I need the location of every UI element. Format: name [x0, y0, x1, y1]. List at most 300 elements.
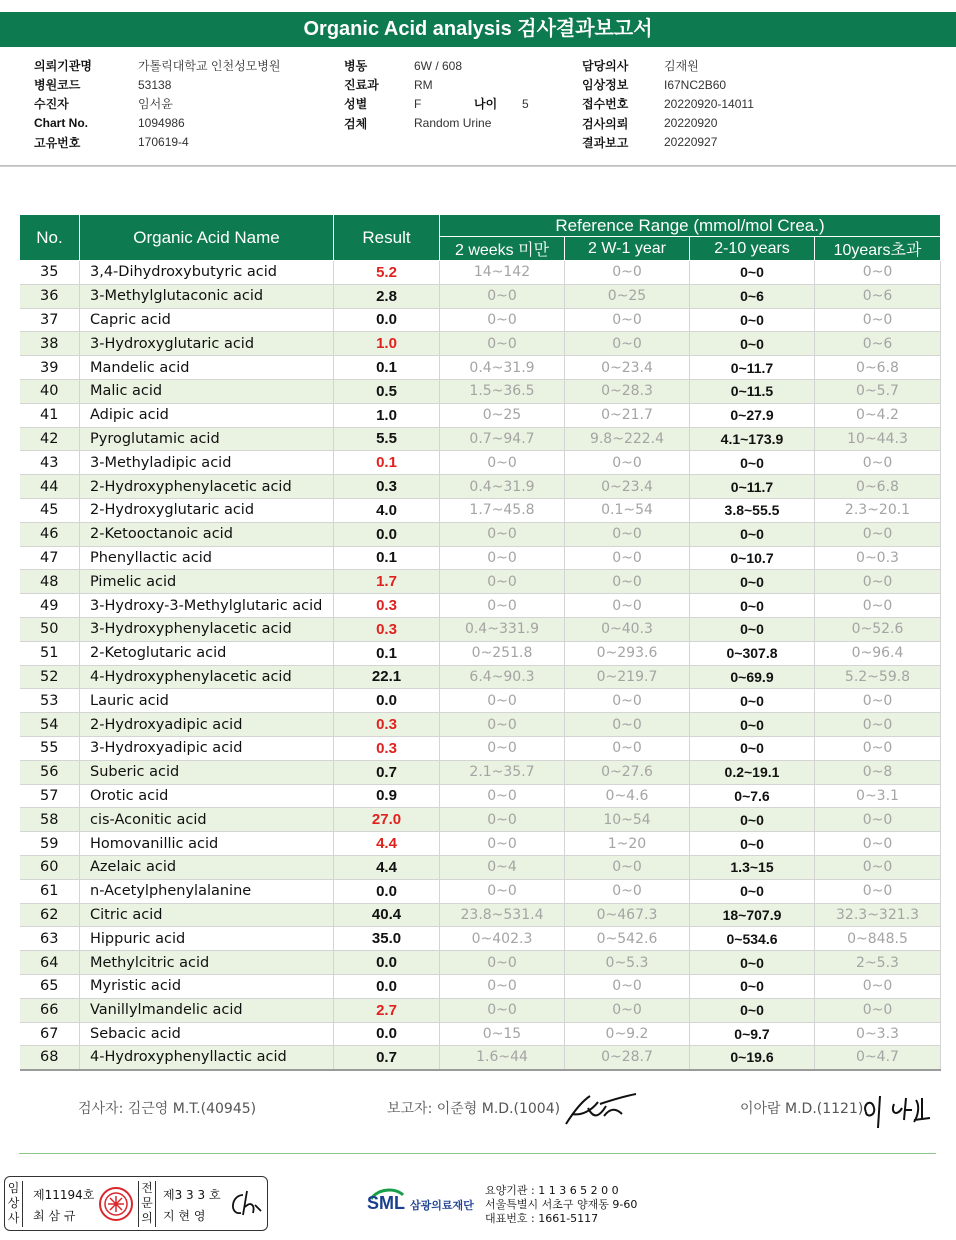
ref-under-2-weeks: 1.7~45.8 [440, 498, 565, 522]
result-value: 1.0 [334, 332, 440, 356]
ref-2w-1year: 0~293.6 [565, 641, 690, 665]
institution-address [485, 1184, 637, 1226]
acid-name: Malic acid [80, 379, 334, 403]
result-value: 1.7 [334, 570, 440, 594]
ref-2w-1year: 1~20 [565, 832, 690, 856]
info-column-1 [34, 56, 280, 152]
ref-2w-1year: 0~0 [565, 689, 690, 713]
info-value: 6W / 608 [414, 58, 463, 73]
row-number: 63 [20, 927, 80, 951]
result-value: 2.7 [334, 998, 440, 1022]
ref-under-2-weeks: 1.5~36.5 [440, 379, 565, 403]
ref-under-2-weeks: 14~142 [440, 261, 565, 285]
info-value: F [414, 96, 422, 111]
ref-2w-1year: 0~40.3 [565, 617, 690, 641]
ref-under-2-weeks: 0.7~94.7 [440, 427, 565, 451]
age-value: 5 [522, 96, 529, 111]
row-number: 62 [20, 903, 80, 927]
reporter-handwritten-signature-icon [560, 1086, 640, 1132]
table-row [20, 784, 941, 808]
info-label: 검체 [344, 116, 368, 131]
ref-under-2-weeks: 2.1~35.7 [440, 760, 565, 784]
certification-stamp-box [4, 1176, 268, 1231]
ref-over-10-years: 0~0 [815, 689, 941, 713]
acid-name: Lauric acid [80, 689, 334, 713]
acid-name: 3-Hydroxyadipic acid [80, 736, 334, 760]
ref-2-10-years: 0~0 [690, 808, 815, 832]
ref-over-10-years: 0~3.1 [815, 784, 941, 808]
table-row [20, 427, 941, 451]
doctor-handwritten-signature-icon [858, 1090, 938, 1132]
header-result: Result [334, 215, 440, 261]
result-value: 0.0 [334, 689, 440, 713]
stamp2-number: 제3 3 3 호 [163, 1188, 221, 1202]
info-column-3 [582, 56, 754, 152]
table-row [20, 736, 941, 760]
acid-name: Capric acid [80, 308, 334, 332]
table-row [20, 617, 941, 641]
table-row [20, 1022, 941, 1046]
ref-2-10-years: 0~0 [690, 594, 815, 618]
ref-2-10-years: 0~7.6 [690, 784, 815, 808]
ref-2-10-years: 0~534.6 [690, 927, 815, 951]
info-label: 고유번호 [34, 135, 81, 150]
table-row [20, 522, 941, 546]
table-row [20, 855, 941, 879]
reporter-signature: 보고자: 이준형 M.D.(1004) [387, 1101, 561, 1117]
ref-over-10-years: 0~0 [815, 736, 941, 760]
ref-2-10-years: 0~0 [690, 736, 815, 760]
ref-2w-1year: 0~0 [565, 736, 690, 760]
ref-2w-1year: 0~28.3 [565, 379, 690, 403]
row-number: 44 [20, 475, 80, 499]
result-value: 4.4 [334, 855, 440, 879]
ref-2w-1year: 0~542.6 [565, 927, 690, 951]
acid-name: Phenyllactic acid [80, 546, 334, 570]
ref-2-10-years: 0~27.9 [690, 403, 815, 427]
ref-2w-1year: 0~28.7 [565, 1046, 690, 1070]
info-value: 170619-4 [138, 135, 189, 150]
sml-logo-subtitle: 삼광의료재단 [410, 1199, 474, 1212]
info-label: Chart No. [34, 116, 88, 131]
result-value: 0.1 [334, 546, 440, 570]
acid-name: cis-Aconitic acid [80, 808, 334, 832]
info-value: 가톨릭대학교 인천성모병원 [138, 59, 281, 74]
acid-name: Suberic acid [80, 760, 334, 784]
row-number: 37 [20, 308, 80, 332]
ref-over-10-years: 0~6.8 [815, 356, 941, 380]
acid-name: Azelaic acid [80, 855, 334, 879]
result-value: 5.5 [334, 427, 440, 451]
result-value: 5.2 [334, 261, 440, 285]
ref-under-2-weeks: 0~0 [440, 998, 565, 1022]
ref-under-2-weeks: 0~0 [440, 832, 565, 856]
row-number: 45 [20, 498, 80, 522]
row-number: 35 [20, 261, 80, 285]
ref-over-10-years: 0~848.5 [815, 927, 941, 951]
ref-under-2-weeks: 0~0 [440, 974, 565, 998]
ref-over-10-years: 0~0.3 [815, 546, 941, 570]
acid-name: Hippuric acid [80, 927, 334, 951]
ref-under-2-weeks: 0~4 [440, 855, 565, 879]
header-ref-under-2-weeks: 2 weeks 미만 [440, 237, 565, 261]
footer-divider [19, 1153, 936, 1154]
result-value: 0.0 [334, 974, 440, 998]
ref-under-2-weeks: 0~25 [440, 403, 565, 427]
ref-under-2-weeks: 23.8~531.4 [440, 903, 565, 927]
header-no: No. [20, 215, 80, 261]
ref-2w-1year: 0~219.7 [565, 665, 690, 689]
stamp1-number: 제11194호 [33, 1188, 95, 1202]
ref-2-10-years: 3.8~55.5 [690, 498, 815, 522]
acid-name: 2-Hydroxyphenylacetic acid [80, 475, 334, 499]
table-row [20, 1046, 941, 1070]
table-row [20, 403, 941, 427]
tester-signature: 검사자: 김근영 M.T.(40945) [78, 1101, 257, 1117]
table-row [20, 332, 941, 356]
ref-under-2-weeks: 0~0 [440, 522, 565, 546]
ref-2-10-years: 0~0 [690, 951, 815, 975]
ref-over-10-years: 2.3~20.1 [815, 498, 941, 522]
ref-2-10-years: 4.1~173.9 [690, 427, 815, 451]
ref-under-2-weeks: 0~0 [440, 736, 565, 760]
ref-under-2-weeks: 1.6~44 [440, 1046, 565, 1070]
ref-2-10-years: 0.2~19.1 [690, 760, 815, 784]
row-number: 66 [20, 998, 80, 1022]
ref-2w-1year: 0~25 [565, 284, 690, 308]
ref-2w-1year: 0~4.6 [565, 784, 690, 808]
ref-2w-1year: 0~0 [565, 522, 690, 546]
row-number: 65 [20, 974, 80, 998]
institution-phone: 대표번호 : 1661-5117 [485, 1212, 599, 1225]
table-row [20, 974, 941, 998]
info-label: 진료과 [344, 78, 379, 93]
ref-over-10-years: 0~0 [815, 879, 941, 903]
acid-name: Pimelic acid [80, 570, 334, 594]
table-row [20, 760, 941, 784]
report-title: Organic Acid analysis 검사결과보고서 [0, 12, 956, 47]
row-number: 43 [20, 451, 80, 475]
institution-street: 서울특별시 서초구 양재동 9-60 [485, 1198, 638, 1211]
row-number: 53 [20, 689, 80, 713]
ref-2w-1year: 0.1~54 [565, 498, 690, 522]
row-number: 38 [20, 332, 80, 356]
result-value: 0.7 [334, 1046, 440, 1070]
patient-info-section [0, 52, 956, 166]
ref-2w-1year: 0~23.4 [565, 356, 690, 380]
info-value: Random Urine [414, 116, 492, 131]
result-value: 27.0 [334, 808, 440, 832]
ref-under-2-weeks: 0.4~331.9 [440, 617, 565, 641]
result-value: 0.3 [334, 475, 440, 499]
acid-name: 2-Ketoglutaric acid [80, 641, 334, 665]
table-row [20, 570, 941, 594]
result-value: 0.1 [334, 356, 440, 380]
header-name: Organic Acid Name [80, 215, 334, 261]
ref-over-10-years: 0~0 [815, 261, 941, 285]
info-value: 1094986 [138, 116, 185, 131]
ref-over-10-years: 32.3~321.3 [815, 903, 941, 927]
ref-over-10-years: 10~44.3 [815, 427, 941, 451]
row-number: 40 [20, 379, 80, 403]
ref-2-10-years: 0~0 [690, 998, 815, 1022]
ref-2-10-years: 0~0 [690, 570, 815, 594]
row-number: 68 [20, 1046, 80, 1070]
doctor-signature: 이아람 M.D.(1121) [740, 1101, 864, 1117]
ref-2-10-years: 0~0 [690, 713, 815, 737]
ref-2w-1year: 10~54 [565, 808, 690, 832]
ref-2w-1year: 0~0 [565, 261, 690, 285]
info-label: 성별 [344, 97, 368, 112]
ref-over-10-years: 0~5.7 [815, 379, 941, 403]
header-ref-over-10-years: 10years초과 [815, 237, 941, 261]
row-number: 64 [20, 951, 80, 975]
result-value: 0.1 [334, 451, 440, 475]
table-row [20, 951, 941, 975]
ref-over-10-years: 0~96.4 [815, 641, 941, 665]
ref-under-2-weeks: 0~402.3 [440, 927, 565, 951]
row-number: 50 [20, 617, 80, 641]
acid-name: Pyroglutamic acid [80, 427, 334, 451]
acid-name: Orotic acid [80, 784, 334, 808]
acid-name: 3-Methylglutaconic acid [80, 284, 334, 308]
info-label: 검사의뢰 [582, 116, 629, 131]
info-value: 20220920 [664, 116, 718, 131]
acid-name: Mandelic acid [80, 356, 334, 380]
table-row [20, 808, 941, 832]
stamp2-vertical-label: 전문의 [138, 1181, 156, 1227]
table-row [20, 261, 941, 285]
ref-over-10-years: 0~3.3 [815, 1022, 941, 1046]
ref-over-10-years: 0~6.8 [815, 475, 941, 499]
ref-2w-1year: 0~0 [565, 570, 690, 594]
ref-under-2-weeks: 0~0 [440, 951, 565, 975]
ref-2-10-years: 0~0 [690, 332, 815, 356]
result-value: 0.0 [334, 308, 440, 332]
table-row [20, 713, 941, 737]
ref-2-10-years: 0~0 [690, 974, 815, 998]
info-value: 김재원 [664, 59, 699, 74]
ref-2-10-years: 0~6 [690, 284, 815, 308]
ref-2-10-years: 0~307.8 [690, 641, 815, 665]
result-value: 0.0 [334, 951, 440, 975]
acid-name: 2-Ketooctanoic acid [80, 522, 334, 546]
ref-2-10-years: 0~0 [690, 451, 815, 475]
info-label: 접수번호 [582, 97, 629, 112]
info-value: RM [414, 77, 433, 92]
result-value: 35.0 [334, 927, 440, 951]
ref-over-10-years: 0~52.6 [815, 617, 941, 641]
results-body [20, 261, 941, 1070]
acid-name: 2-Hydroxyadipic acid [80, 713, 334, 737]
ref-under-2-weeks: 0~0 [440, 570, 565, 594]
ref-2-10-years: 0~0 [690, 308, 815, 332]
acid-name: Citric acid [80, 903, 334, 927]
acid-name: Methylcitric acid [80, 951, 334, 975]
ref-2-10-years: 0~0 [690, 689, 815, 713]
table-row [20, 546, 941, 570]
ref-2-10-years: 18~707.9 [690, 903, 815, 927]
acid-name: 3-Hydroxyglutaric acid [80, 332, 334, 356]
ref-over-10-years: 0~8 [815, 760, 941, 784]
ref-2-10-years: 0~0 [690, 261, 815, 285]
row-number: 49 [20, 594, 80, 618]
ref-under-2-weeks: 0.4~31.9 [440, 475, 565, 499]
result-value: 0.7 [334, 760, 440, 784]
acid-name: 4-Hydroxyphenyllactic acid [80, 1046, 334, 1070]
info-value: 20220927 [664, 135, 718, 150]
stamp1-name: 최 삼 규 [33, 1209, 76, 1223]
result-value: 0.0 [334, 1022, 440, 1046]
info-value: 20220920-14011 [664, 96, 754, 111]
ref-2w-1year: 0~0 [565, 998, 690, 1022]
ref-2w-1year: 0~0 [565, 855, 690, 879]
ref-2w-1year: 0~0 [565, 332, 690, 356]
ref-2w-1year: 9.8~222.4 [565, 427, 690, 451]
ref-2-10-years: 0~10.7 [690, 546, 815, 570]
ref-under-2-weeks: 0~0 [440, 594, 565, 618]
row-number: 42 [20, 427, 80, 451]
ref-under-2-weeks: 0~0 [440, 546, 565, 570]
result-value: 0.9 [334, 784, 440, 808]
info-label: 임상정보 [582, 78, 629, 93]
result-value: 0.3 [334, 713, 440, 737]
acid-name: Myristic acid [80, 974, 334, 998]
acid-name: 3-Hydroxyphenylacetic acid [80, 617, 334, 641]
ref-2w-1year: 0~0 [565, 308, 690, 332]
ref-over-10-years: 0~0 [815, 832, 941, 856]
row-number: 59 [20, 832, 80, 856]
row-number: 61 [20, 879, 80, 903]
table-row [20, 356, 941, 380]
row-number: 56 [20, 760, 80, 784]
result-value: 0.3 [334, 736, 440, 760]
ref-2-10-years: 0~19.6 [690, 1046, 815, 1070]
sml-logo-text: SML [367, 1193, 405, 1213]
ref-2w-1year: 0~5.3 [565, 951, 690, 975]
ref-2-10-years: 0~11.5 [690, 379, 815, 403]
organic-acid-results-table [19, 214, 941, 1071]
acid-name: n-Acetylphenylalanine [80, 879, 334, 903]
info-column-2 [344, 56, 529, 133]
result-value: 0.0 [334, 522, 440, 546]
info-label: 수진자 [34, 97, 69, 112]
ref-2w-1year: 0~467.3 [565, 903, 690, 927]
result-value: 4.0 [334, 498, 440, 522]
table-row [20, 665, 941, 689]
table-row [20, 475, 941, 499]
ref-over-10-years: 0~0 [815, 522, 941, 546]
ref-over-10-years: 0~0 [815, 308, 941, 332]
table-row [20, 594, 941, 618]
ref-2w-1year: 0~0 [565, 546, 690, 570]
row-number: 36 [20, 284, 80, 308]
ref-under-2-weeks: 0~0 [440, 879, 565, 903]
ref-under-2-weeks: 0~0 [440, 808, 565, 832]
ref-over-10-years: 0~0 [815, 713, 941, 737]
result-value: 0.1 [334, 641, 440, 665]
ref-over-10-years: 0~0 [815, 998, 941, 1022]
table-row [20, 903, 941, 927]
row-number: 47 [20, 546, 80, 570]
ref-2-10-years: 0~0 [690, 879, 815, 903]
ref-2-10-years: 0~0 [690, 617, 815, 641]
ref-over-10-years: 0~0 [815, 570, 941, 594]
table-row [20, 927, 941, 951]
ref-under-2-weeks: 0~0 [440, 451, 565, 475]
ref-under-2-weeks: 0~15 [440, 1022, 565, 1046]
age-label: 나이 [474, 97, 498, 112]
header-ref-2-10-years: 2-10 years [690, 237, 815, 261]
ref-2-10-years: 0~11.7 [690, 356, 815, 380]
info-value: 임서윤 [138, 97, 173, 112]
row-number: 67 [20, 1022, 80, 1046]
institution-code: 요양기관 : 1 1 3 6 5 2 0 0 [485, 1184, 619, 1197]
acid-name: 2-Hydroxyglutaric acid [80, 498, 334, 522]
result-value: 0.5 [334, 379, 440, 403]
ref-2-10-years: 0~9.7 [690, 1022, 815, 1046]
ref-over-10-years: 0~0 [815, 594, 941, 618]
row-number: 57 [20, 784, 80, 808]
section-divider [0, 166, 956, 167]
ref-2w-1year: 0~0 [565, 594, 690, 618]
table-row [20, 641, 941, 665]
ref-2-10-years: 1.3~15 [690, 855, 815, 879]
ref-2w-1year: 0~27.6 [565, 760, 690, 784]
row-number: 54 [20, 713, 80, 737]
ref-over-10-years: 0~4.2 [815, 403, 941, 427]
row-number: 58 [20, 808, 80, 832]
ref-under-2-weeks: 0~0 [440, 689, 565, 713]
ref-over-10-years: 0~0 [815, 808, 941, 832]
acid-name: Adipic acid [80, 403, 334, 427]
specialist-handwritten-signature-icon [225, 1187, 265, 1221]
ref-under-2-weeks: 0~0 [440, 308, 565, 332]
info-label: 병원코드 [34, 78, 81, 93]
row-number: 39 [20, 356, 80, 380]
ref-2-10-years: 0~11.7 [690, 475, 815, 499]
ref-over-10-years: 0~0 [815, 974, 941, 998]
table-row [20, 284, 941, 308]
table-row [20, 308, 941, 332]
header-ref-2w-1year: 2 W-1 year [565, 237, 690, 261]
result-value: 0.3 [334, 617, 440, 641]
row-number: 48 [20, 570, 80, 594]
table-row [20, 498, 941, 522]
ref-over-10-years: 0~0 [815, 855, 941, 879]
row-number: 41 [20, 403, 80, 427]
ref-under-2-weeks: 6.4~90.3 [440, 665, 565, 689]
ref-over-10-years: 0~6 [815, 332, 941, 356]
table-row [20, 832, 941, 856]
ref-under-2-weeks: 0~0 [440, 332, 565, 356]
ref-over-10-years: 5.2~59.8 [815, 665, 941, 689]
result-value: 4.4 [334, 832, 440, 856]
result-value: 0.0 [334, 879, 440, 903]
row-number: 51 [20, 641, 80, 665]
info-value: 53138 [138, 77, 172, 92]
ref-2w-1year: 0~0 [565, 713, 690, 737]
red-seal-icon [97, 1185, 135, 1223]
ref-2-10-years: 0~0 [690, 832, 815, 856]
ref-over-10-years: 0~0 [815, 451, 941, 475]
ref-2w-1year: 0~0 [565, 879, 690, 903]
result-value: 40.4 [334, 903, 440, 927]
stamp1-vertical-label: 임상사 [5, 1181, 23, 1227]
ref-over-10-years: 2~5.3 [815, 951, 941, 975]
row-number: 60 [20, 855, 80, 879]
acid-name: Vanillylmandelic acid [80, 998, 334, 1022]
